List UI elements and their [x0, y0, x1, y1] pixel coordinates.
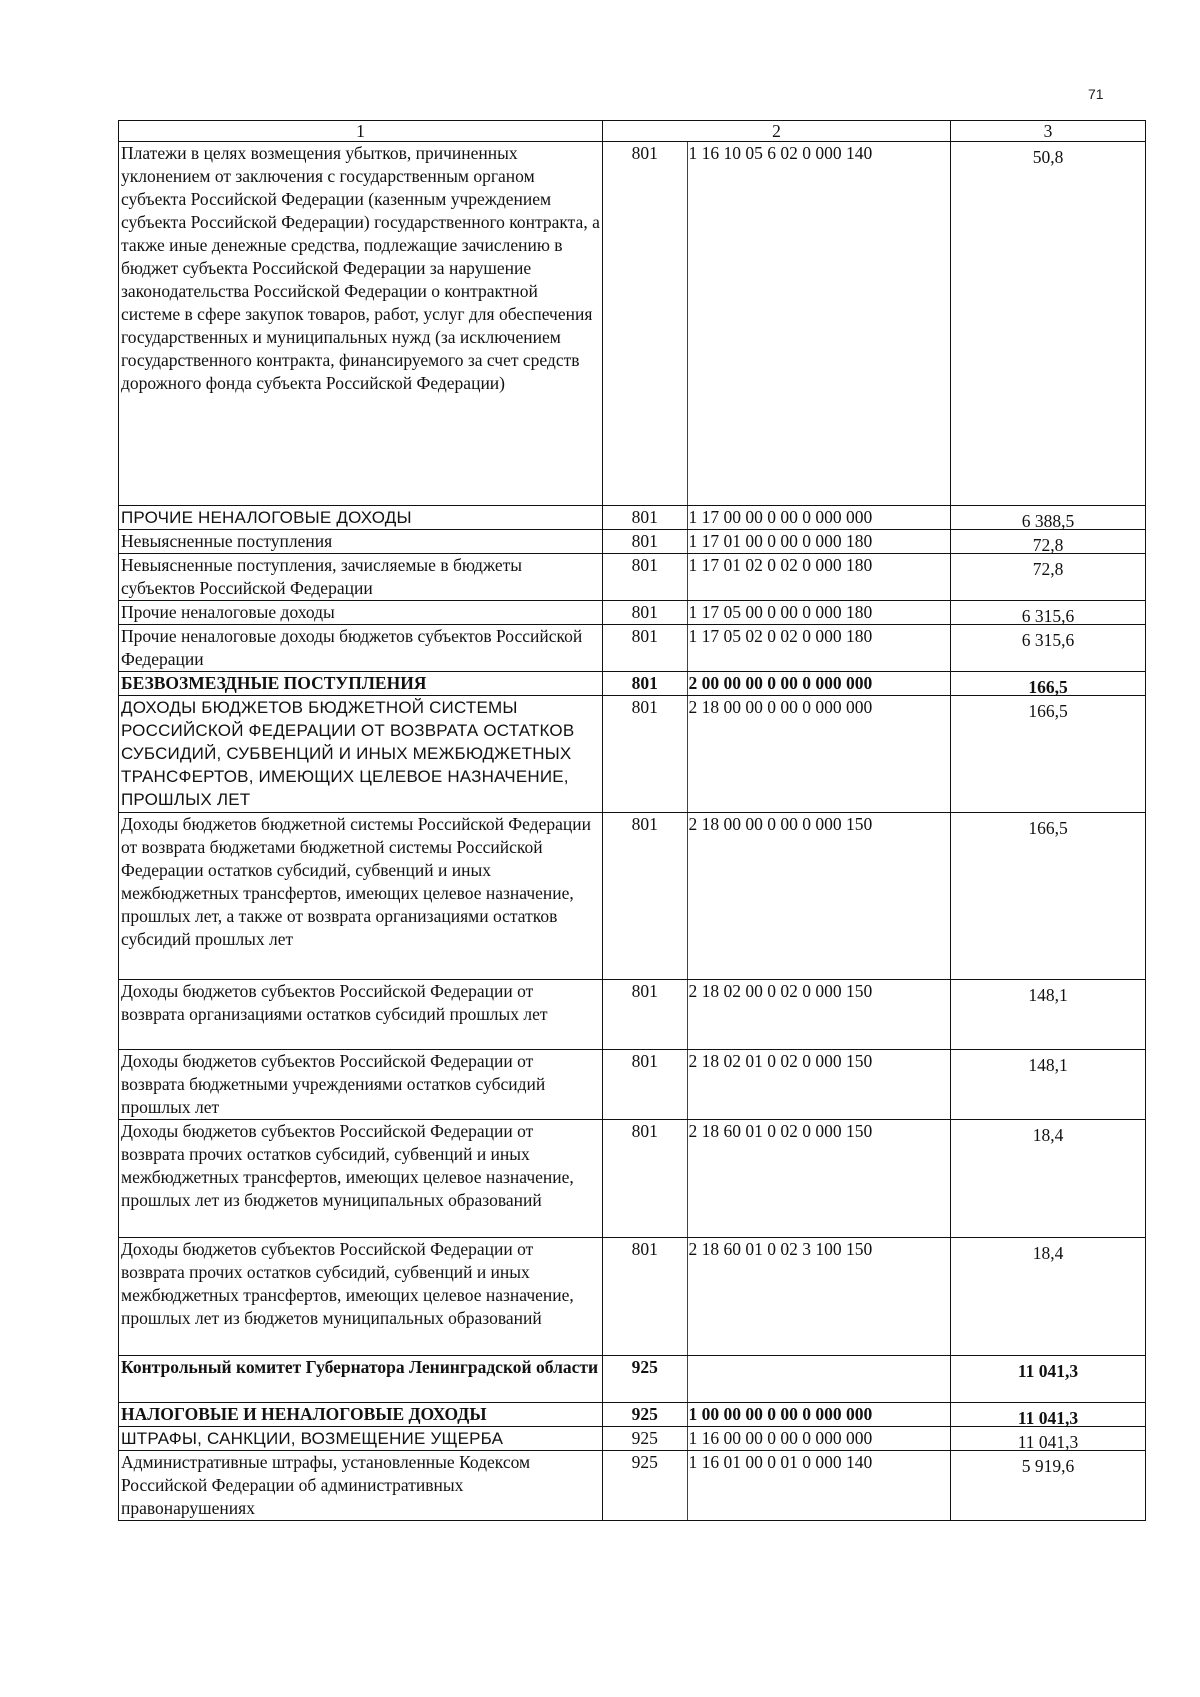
row-budget-code: 2 00 00 00 0 00 0 000 000 [687, 672, 951, 696]
row-sum [951, 1451, 1146, 1521]
row-sum-value: 166,5 [1028, 701, 1068, 721]
row-sum-value: 6 315,6 [1021, 630, 1075, 650]
table-row [119, 625, 1146, 672]
row-budget-code: 1 17 05 00 0 00 0 000 180 [687, 601, 951, 625]
row-sum-value: 11 041,3 [1017, 1361, 1079, 1381]
row-admin-code: 801 [603, 625, 687, 672]
row-admin-code: 801 [603, 1238, 687, 1356]
table-row [119, 506, 1146, 530]
row-sum [951, 813, 1146, 980]
row-budget-code: 2 18 60 01 0 02 3 100 150 [687, 1238, 951, 1356]
row-sum-value: 5 919,6 [1021, 1456, 1075, 1476]
row-budget-code: 2 18 60 01 0 02 0 000 150 [687, 1120, 951, 1238]
row-budget-code: 2 18 00 00 0 00 0 000 150 [687, 813, 951, 980]
row-admin-code: 801 [603, 672, 687, 696]
row-name: Прочие неналоговые доходы бюджетов субъектов Российской Федерации [119, 625, 603, 672]
row-sum [951, 1403, 1146, 1427]
table-row [119, 1120, 1146, 1238]
row-sum [951, 554, 1146, 601]
row-sum [951, 1120, 1146, 1238]
row-sum [951, 625, 1146, 672]
table-row [119, 672, 1146, 696]
row-sum-value: 166,5 [1028, 818, 1068, 838]
row-sum-value: 11 041,3 [1017, 1408, 1079, 1428]
table-row [119, 1356, 1146, 1403]
table-row [119, 1238, 1146, 1356]
row-budget-code: 1 16 00 00 0 00 0 000 000 [687, 1427, 951, 1451]
table-row [119, 530, 1146, 554]
row-name: ДОХОДЫ БЮДЖЕТОВ БЮДЖЕТНОЙ СИСТЕМЫ РОССИЙСКОЙ ФЕДЕРАЦИИ ОТ ВОЗВРАТА ОСТАТКОВ СУБСИДИЙ, СУБВЕНЦИЙ И ИНЫХ МЕЖБЮДЖЕТНЫХ ТРАНСФЕРТОВ, ИМЕЮЩИХ ЦЕЛЕВОЕ НАЗНАЧЕНИЕ, ПРОШЛЫХ ЛЕТ [119, 696, 603, 813]
table-row [119, 554, 1146, 601]
row-name: БЕЗВОЗМЕЗДНЫЕ ПОСТУПЛЕНИЯ [119, 672, 603, 696]
table-row [119, 1451, 1146, 1521]
row-admin-code: 801 [603, 142, 687, 506]
row-admin-code: 801 [603, 980, 687, 1050]
revenue-table [118, 120, 1146, 1521]
table-row [119, 1050, 1146, 1120]
column-header-1: 1 [119, 121, 603, 142]
table-row [119, 1403, 1146, 1427]
row-admin-code: 801 [603, 1120, 687, 1238]
row-sum-value: 11 041,3 [1017, 1432, 1079, 1452]
header-row [119, 121, 1146, 142]
row-sum-value: 50,8 [1032, 147, 1064, 167]
table-row [119, 1427, 1146, 1451]
row-budget-code: 1 17 01 00 0 00 0 000 180 [687, 530, 951, 554]
row-budget-code: 1 00 00 00 0 00 0 000 000 [687, 1403, 951, 1427]
row-sum-value: 18,4 [1032, 1243, 1064, 1263]
row-budget-code: 2 18 02 01 0 02 0 000 150 [687, 1050, 951, 1120]
row-sum-value: 18,4 [1032, 1125, 1064, 1145]
row-admin-code: 925 [603, 1427, 687, 1451]
row-sum-value: 166,5 [1028, 677, 1068, 697]
row-sum [951, 1050, 1146, 1120]
row-sum [951, 530, 1146, 554]
row-admin-code: 801 [603, 813, 687, 980]
row-name: НАЛОГОВЫЕ И НЕНАЛОГОВЫЕ ДОХОДЫ [119, 1403, 603, 1427]
table-row [119, 813, 1146, 980]
row-name: Контрольный комитет Губернатора Ленинградской области [119, 1356, 603, 1403]
row-sum-value: 72,8 [1032, 535, 1064, 555]
table-row [119, 601, 1146, 625]
column-header-2: 2 [603, 121, 951, 142]
row-sum [951, 506, 1146, 530]
row-admin-code: 801 [603, 1050, 687, 1120]
table-row [119, 142, 1146, 506]
row-admin-code: 925 [603, 1356, 687, 1403]
row-admin-code: 925 [603, 1403, 687, 1427]
row-admin-code: 801 [603, 601, 687, 625]
row-sum [951, 601, 1146, 625]
row-budget-code: 1 17 00 00 0 00 0 000 000 [687, 506, 951, 530]
row-name: Доходы бюджетов бюджетной системы Российской Федерации от возврата бюджетами бюджетной системы Российской Федерации остатков субсидий, субвенций и иных межбюджетных трансфертов, имеющих целевое назначение, прошлых лет, а также от возврата организациями остатков субсидий прошлых лет [119, 813, 603, 980]
row-sum [951, 672, 1146, 696]
row-sum-value: 6 315,6 [1021, 606, 1075, 626]
row-name: Доходы бюджетов субъектов Российской Федерации от возврата бюджетными учреждениями остатков субсидий прошлых лет [119, 1050, 603, 1120]
row-name: Доходы бюджетов субъектов Российской Федерации от возврата прочих остатков субсидий, субвенций и иных межбюджетных трансфертов, имеющих целевое назначение, прошлых лет из бюджетов муниципальных образований [119, 1238, 603, 1356]
row-sum-value: 148,1 [1028, 1055, 1068, 1075]
row-name: Доходы бюджетов субъектов Российской Федерации от возврата организациями остатков субсидий прошлых лет [119, 980, 603, 1050]
row-name: Доходы бюджетов субъектов Российской Федерации от возврата прочих остатков субсидий, субвенций и иных межбюджетных трансфертов, имеющих целевое назначение, прошлых лет из бюджетов муниципальных образований [119, 1120, 603, 1238]
row-budget-code: 1 16 01 00 0 01 0 000 140 [687, 1451, 951, 1521]
column-header-3: 3 [951, 121, 1146, 142]
table-row [119, 696, 1146, 813]
row-name: Невыясненные поступления [119, 530, 603, 554]
row-name: ШТРАФЫ, САНКЦИИ, ВОЗМЕЩЕНИЕ УЩЕРБА [119, 1427, 603, 1451]
row-budget-code: 2 18 00 00 0 00 0 000 000 [687, 696, 951, 813]
row-admin-code: 801 [603, 554, 687, 601]
row-admin-code: 801 [603, 696, 687, 813]
row-sum-value: 148,1 [1028, 985, 1068, 1005]
row-budget-code: 1 17 05 02 0 02 0 000 180 [687, 625, 951, 672]
table-row [119, 980, 1146, 1050]
row-name: Невыясненные поступления, зачисляемые в бюджеты субъектов Российской Федерации [119, 554, 603, 601]
row-name: ПРОЧИЕ НЕНАЛОГОВЫЕ ДОХОДЫ [119, 506, 603, 530]
row-sum-value: 6 388,5 [1021, 511, 1075, 531]
page-number: 71 [1088, 86, 1104, 102]
row-sum [951, 980, 1146, 1050]
row-sum [951, 1238, 1146, 1356]
row-budget-code [687, 1356, 951, 1403]
row-budget-code: 1 17 01 02 0 02 0 000 180 [687, 554, 951, 601]
row-admin-code: 925 [603, 1451, 687, 1521]
row-sum-value: 72,8 [1032, 559, 1064, 579]
row-admin-code: 801 [603, 506, 687, 530]
row-name: Прочие неналоговые доходы [119, 601, 603, 625]
row-name: Административные штрафы, установленные Кодексом Российской Федерации об административных правонарушениях [119, 1451, 603, 1521]
row-budget-code: 1 16 10 05 6 02 0 000 140 [687, 142, 951, 506]
row-admin-code: 801 [603, 530, 687, 554]
row-name: Платежи в целях возмещения убытков, причиненных уклонением от заключения с государственным органом субъекта Российской Федерации (казенным учреждением субъекта Российской Федерации) государственного контракта, а также иные денежные средства, подлежащие зачислению в бюджет субъекта Российской Федерации за нарушение законодательства Российской Федерации о контрактной системе в сфере закупок товаров, работ, услуг для обеспечения государственных и муниципальных нужд (за исключением государственного контракта, финансируемого за счет средств дорожного фонда субъекта Российской Федерации) [119, 142, 603, 506]
row-budget-code: 2 18 02 00 0 02 0 000 150 [687, 980, 951, 1050]
row-sum [951, 1356, 1146, 1403]
row-sum [951, 142, 1146, 506]
row-sum [951, 696, 1146, 813]
row-sum [951, 1427, 1146, 1451]
